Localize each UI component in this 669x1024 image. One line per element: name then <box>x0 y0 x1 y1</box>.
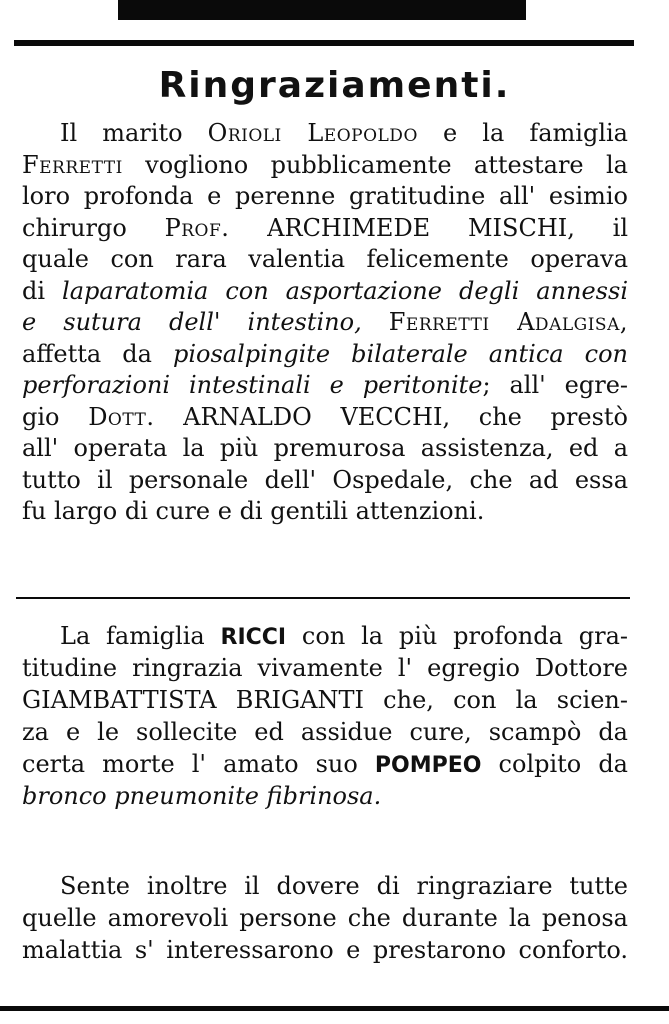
text-line: certa morte l' amato suo POMPEO colpito da <box>22 750 628 778</box>
text-line: bronco pneumonite fibrinosa. <box>22 782 382 810</box>
text-line: La famiglia RICCI con la più profonda gra- <box>60 622 628 650</box>
notice-oriole-ferretti <box>22 118 628 528</box>
notice-ricci <box>22 620 628 812</box>
text-line: Sente inoltre il dovere di ringraziare tutte <box>60 872 628 900</box>
text-line: quelle amorevoli persone che durante la penosa <box>22 904 628 932</box>
text-line: di laparatomia con asportazione degli annessi <box>22 276 628 305</box>
top-rule <box>14 40 634 46</box>
top-black-bar <box>118 0 526 20</box>
text-line: quale con rara valentia felicemente operava <box>22 245 628 273</box>
text-line: affetta da piosalpingite bilaterale antica con <box>22 339 629 368</box>
text-line: za e le sollecite ed assidue cure, scampò da <box>22 718 628 746</box>
text-line: e sutura dell' intestino, Ferretti Adalgisa, <box>22 308 628 336</box>
separator-rule <box>16 597 630 599</box>
text-line: tutto il personale dell' Ospedale, che ad essa <box>22 465 628 494</box>
text-line: Ferretti vogliono pubblicamente attestare la <box>22 150 628 179</box>
page-title: Ringraziamenti. <box>158 65 511 106</box>
text-line: fu largo di cure e di gentili attenzioni. <box>22 497 485 525</box>
text-line: chirurgo Prof. ARCHIMEDE MISCHI, il <box>22 213 629 242</box>
text-line: malattia s' interessarono e prestarono conforto. <box>22 936 628 964</box>
text-line: titudine ringrazia vivamente l' egregio Dottore <box>22 654 628 682</box>
text-line: perforazioni intestinali e peritonite; all' egre- <box>22 371 629 399</box>
text-line: Il marito Orioli Leopoldo e la famiglia <box>60 119 628 147</box>
text-line: GIAMBATTISTA BRIGANTI che, con la scien- <box>22 686 628 714</box>
text-line: gio Dott. ARNALDO VECCHI, che prestò <box>22 402 628 431</box>
bottom-rule <box>0 1006 669 1011</box>
text-line: loro profonda e perenne gratitudine all' esimio <box>22 182 628 210</box>
text-line: all' operata la più premurosa assistenza, ed a <box>22 434 628 462</box>
notice-ricci-thanks <box>22 870 628 966</box>
